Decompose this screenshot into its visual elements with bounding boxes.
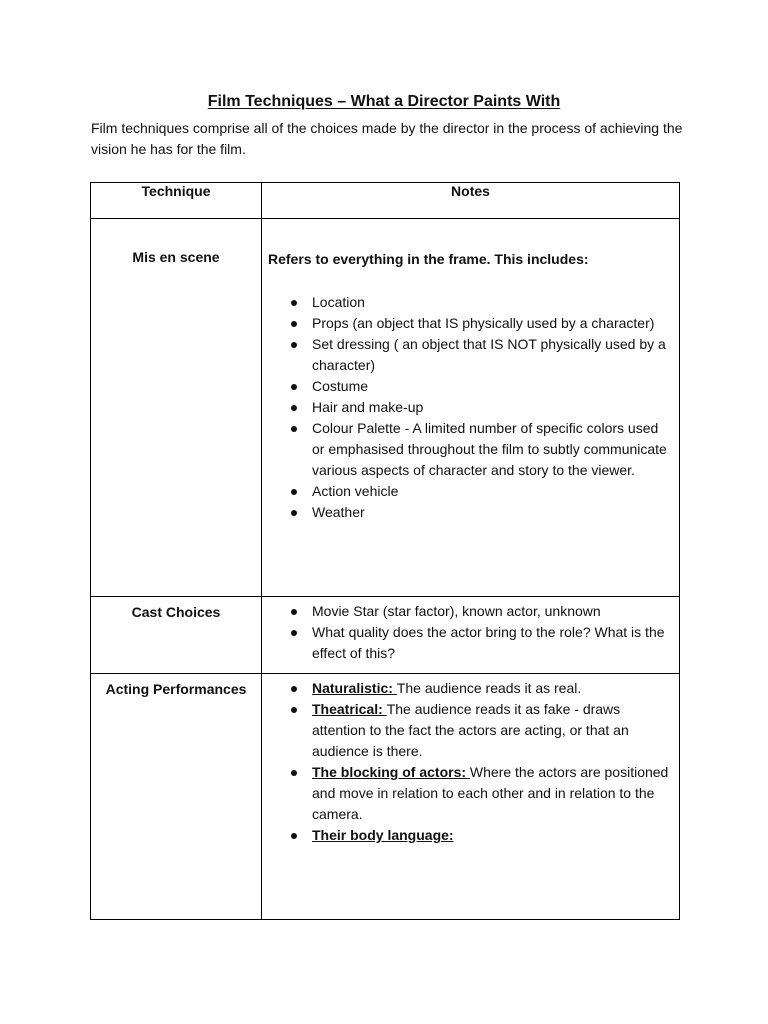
document-title: Film Techniques – What a Director Paints With bbox=[207, 93, 561, 110]
list-item-text: Location bbox=[312, 294, 365, 310]
notes-cell bbox=[262, 597, 680, 674]
technique-mis-en-scene: Mis en scene bbox=[132, 249, 220, 265]
bullet-icon bbox=[291, 300, 297, 306]
bullet-icon bbox=[291, 342, 297, 348]
notes-cell bbox=[262, 674, 680, 920]
table-row bbox=[91, 674, 680, 920]
notes-list bbox=[268, 292, 673, 523]
list-item-text: Colour Palette - A limited number of specific colors used or emphasised throughout the film to subtly communicate various aspects of character and story to the viewer. bbox=[312, 420, 667, 478]
notes-list bbox=[268, 601, 673, 664]
list-item bbox=[312, 825, 673, 846]
header-notes: Notes bbox=[262, 183, 680, 219]
technique-cell bbox=[91, 674, 262, 920]
bullet-icon bbox=[291, 630, 297, 636]
header-technique: Technique bbox=[91, 183, 262, 219]
bullet-icon bbox=[291, 510, 297, 516]
list-item bbox=[312, 397, 673, 418]
technique-cell bbox=[91, 597, 262, 674]
bullet-icon bbox=[291, 833, 297, 839]
bullet-icon bbox=[291, 707, 297, 713]
intro-paragraph: Film techniques comprise all of the choices made by the director in the process of achieving the vision he has for the film. bbox=[91, 120, 683, 157]
notes-lead: Refers to everything in the frame. This includes: bbox=[268, 251, 589, 267]
list-item-text: Where the actors are positioned and move in relation to each other and in relation to the camera. bbox=[312, 764, 669, 822]
list-item bbox=[312, 678, 673, 699]
bullet-icon bbox=[291, 609, 297, 615]
list-item-text: Set dressing ( an object that IS NOT physically used by a character) bbox=[312, 336, 666, 373]
table-row bbox=[91, 219, 680, 597]
list-item-term: Naturalistic: bbox=[312, 680, 397, 696]
table-header-row bbox=[91, 183, 680, 219]
notes-cell bbox=[262, 219, 680, 597]
list-item-text: What quality does the actor bring to the role? What is the effect of this? bbox=[312, 624, 665, 661]
list-item bbox=[312, 334, 673, 376]
list-item bbox=[312, 699, 673, 762]
list-item-text: Props (an object that IS physically used by a character) bbox=[312, 315, 655, 331]
list-item-text: Costume bbox=[312, 378, 369, 394]
list-item bbox=[312, 601, 673, 622]
bullet-icon bbox=[291, 770, 297, 776]
list-item-text: Hair and make-up bbox=[312, 399, 424, 415]
list-item bbox=[312, 313, 673, 334]
notes-list bbox=[268, 678, 673, 846]
bullet-icon bbox=[291, 686, 297, 692]
list-item-term: The blocking of actors: bbox=[312, 764, 470, 780]
list-item bbox=[312, 481, 673, 502]
list-item bbox=[312, 376, 673, 397]
technique-cell bbox=[91, 219, 262, 597]
list-item-text: Movie Star (star factor), known actor, unknown bbox=[312, 603, 601, 619]
list-item-term: Their body language: bbox=[312, 827, 454, 843]
bullet-icon bbox=[291, 321, 297, 327]
techniques-table bbox=[90, 182, 680, 920]
list-item-text: Action vehicle bbox=[312, 483, 399, 499]
list-item bbox=[312, 762, 673, 825]
list-item bbox=[312, 622, 673, 664]
bullet-icon bbox=[291, 384, 297, 390]
list-item-text: Weather bbox=[312, 504, 365, 520]
list-item-text: The audience reads it as fake - draws attention to the fact the actors are acting, or that an audience is there. bbox=[312, 701, 629, 759]
list-item bbox=[312, 292, 673, 313]
list-item-text: The audience reads it as real. bbox=[396, 680, 582, 696]
bullet-icon bbox=[291, 489, 297, 495]
technique-acting-performances: Acting Performances bbox=[105, 681, 247, 697]
list-item bbox=[312, 502, 673, 523]
list-item bbox=[312, 418, 673, 481]
bullet-icon bbox=[291, 426, 297, 432]
technique-cast-choices: Cast Choices bbox=[131, 604, 221, 620]
bullet-icon bbox=[291, 405, 297, 411]
table-row bbox=[91, 597, 680, 674]
list-item-term: Theatrical: bbox=[312, 701, 387, 717]
